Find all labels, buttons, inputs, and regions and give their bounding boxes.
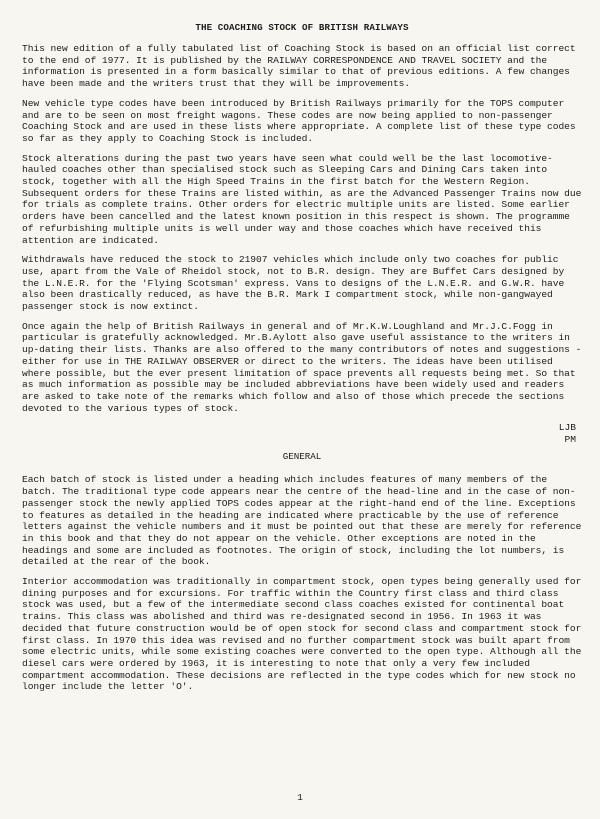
intro-paragraph-2: New vehicle type codes have been introduced by British Railways primarily for the TOPS computer and are to be seen on most freight wagons. These codes are now being applied to non-passenger Coaching Stock and are used in these lists where appropriate. A complete list of these type codes so far as they apply to Coaching Stock is included. bbox=[22, 97, 576, 144]
general-heading: GENERAL bbox=[282, 451, 322, 463]
intro-paragraph-3: Stock alterations during the past two years have seen what could well be the last locomotive-hauled coaches other than specialised stock such as Sleeping Cars and Dining Cars taken into stock, together with all the High Speed Trains in the first batch for the Western Region. Subsequent orders for these Trains are listed within, as are the Advanced Passenger Trains now due for trials as complete trains. Other orders for electric multiple units are listed. Some earlier orders have been cancelled and the latest known position in this respect is shown. The programme of refurbishing multiple units is well under way and those coaches which have received this attention are indicated. bbox=[22, 152, 582, 246]
signature-ljb: LJB bbox=[558, 422, 576, 434]
intro-paragraph-4: Withdrawals have reduced the stock to 21907 vehicles which include only two coaches for public use, apart from the Vale of Rheidol stock, not to B.R. design. They are Buffet Cars designed by the L.N.E.R. for the 'Flying Scotsman' express. Vans to designs of the L.N.E.R. and G.W.R. have also been drastically reduced, as have the B.R. Mark I compartment stock, while non-gangwayed passenger stock is now extinct. bbox=[22, 254, 565, 313]
document-title: THE COACHING STOCK OF BRITISH RAILWAYS bbox=[195, 22, 409, 33]
general-paragraph-2: Interior accommodation was traditionally in compartment stock, open types being generally used for dining purposes and for excursions. For traffic within the Country first class and third class stock was used, but a few of the intermediate second class coaches existed for continental boat trains. This class was abolished and third was re-designated second in 1956. In 1963 it was decided that future construction would be of open stock for second class and compartment stock for first class. In 1970 this idea was revised and no further compartment stock was built apart from some electric units, while some existing coaches were converted to the open type. Although all the diesel cars were ordered by 1963, it is interesting to note that only a very few included compartment accommodation. These decisions are reflected in the type codes which for new stock no longer include the letter 'O'. bbox=[22, 576, 582, 693]
intro-paragraph-5: Once again the help of British Railways in general and of Mr.K.W.Loughland and Mr.J.C.Fogg in particular is gratefully acknowledged. Mr.B.Aylott also gave useful assistance to the writers in up-dating their lists. Thanks are also offered to the many contributors of notes and suggestions - either for use in THE RAILWAY OBSERVER or direct to the writers. The ideas have been utilised where possible, but the ever present limitation of space prevents all requests being met. So that as much information as possible may be included abbreviations have been widely used and readers are asked to take note of the remarks which follow and also of those which precede the sections devoted to the various types of stock. bbox=[22, 320, 582, 414]
document-page bbox=[22, 14, 582, 701]
signature-pm: PM bbox=[564, 433, 576, 445]
general-paragraph-1: Each batch of stock is listed under a heading which includes features of many members of the batch. The traditional type code appears near the centre of the head-line and in the case of non-passenger stock the newly applied TOPS codes appear at the right-hand end of the line. Exceptions to features as detailed in the heading are indicated where practicable by the use of reference letters against the vehicle numbers and it must be pointed out that these are merely for reference in this book and that they do not appear on the vehicle. Other exceptions are noted in the headings and some are included as footnotes. The origin of stock, including the lot numbers, is detailed at the rear of the book. bbox=[22, 474, 582, 568]
page-number: 1 bbox=[297, 792, 303, 803]
intro-paragraph-1: This new edition of a fully tabulated list of Coaching Stock is based on an official list correct to the end of 1977. It is published by the RAILWAY CORRESPONDENCE AND TRAVEL SOCIETY and the information is presented in a form basically similar to that of previous editions. A few changes have been made and the writers trust that they will be improvements. bbox=[22, 43, 576, 90]
author-signatures bbox=[22, 422, 576, 445]
